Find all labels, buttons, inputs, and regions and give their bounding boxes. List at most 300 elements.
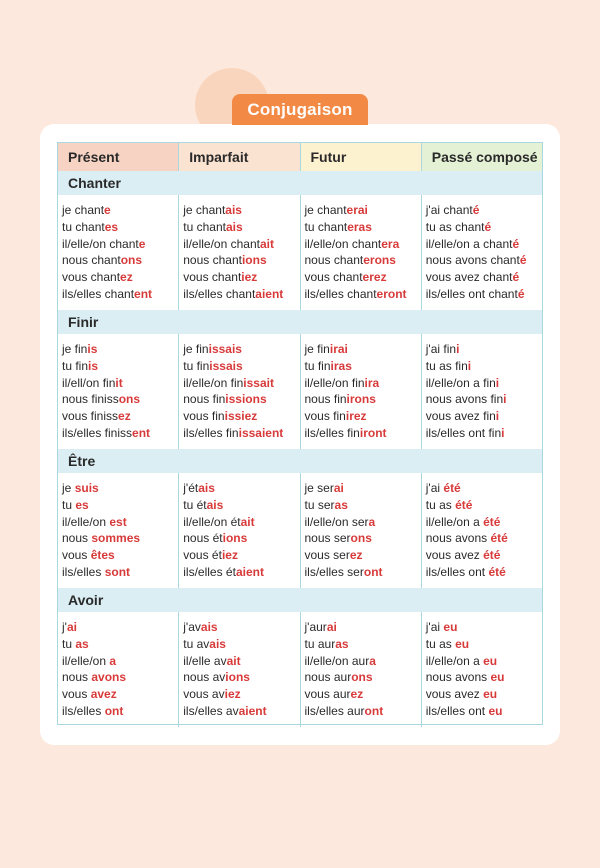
conjugation-ending: iez <box>241 270 258 285</box>
conjugation-ending: iez <box>224 687 241 702</box>
conjugation-line <box>426 286 542 303</box>
conjugation-line <box>305 236 421 253</box>
conjugation-stem: vous fin <box>183 409 225 424</box>
conjugation-stem: tu fin <box>62 358 89 373</box>
conjugation-stem: je <box>62 481 75 495</box>
conjugation-ending: aient <box>238 703 267 718</box>
conjugation-line <box>62 269 178 286</box>
header-passe-compose: Passé composé <box>421 143 542 171</box>
conjugation-line <box>62 497 178 514</box>
conjugation-cell-passe-compose <box>421 334 542 449</box>
conjugation-stem: ils/elles av <box>183 703 239 718</box>
conjugation-ending: avons <box>91 670 127 685</box>
conjugation-line <box>426 497 542 514</box>
conjugation-stem: j'ai fin <box>425 342 457 356</box>
conjugation-cell-futur <box>300 473 421 588</box>
conjugation-ending: i <box>495 409 500 424</box>
conjugation-cell-passe-compose <box>421 473 542 588</box>
conjugation-stem: nous aur <box>304 670 352 685</box>
conjugation-ending: eras <box>347 219 372 234</box>
conjugation-ending: is <box>88 358 99 373</box>
conjugation-line <box>305 530 421 547</box>
conjugation-ending: ez <box>350 687 364 702</box>
conjugation-ending: êtes <box>90 548 115 563</box>
conjugation-line <box>183 653 299 670</box>
conjugation-stem: je chant <box>304 203 347 217</box>
conjugation-ending: ez <box>118 409 131 424</box>
conjugation-stem: vous chant <box>304 270 363 285</box>
conjugation-line <box>62 703 178 720</box>
conjugation-ending: été <box>483 514 501 529</box>
conjugation-stem: vous avez <box>425 548 484 563</box>
conjugation-stem: j'ét <box>183 481 199 495</box>
conjugation-ending: é <box>484 219 492 234</box>
conjugation-line <box>305 669 421 686</box>
verb-heading: Avoir <box>58 588 542 612</box>
conjugation-line <box>305 286 421 303</box>
conjugation-stem: il/elle/on <box>62 653 110 668</box>
conjugation-stem: j'ai <box>425 620 444 634</box>
conjugation-ending: irai <box>329 342 348 356</box>
conjugation-stem: il/ell/on fin <box>62 375 116 390</box>
conjugation-stem: vous avez <box>425 687 484 702</box>
conjugation-stem: vous fin <box>304 409 346 424</box>
conjugation-stem: vous avez chant <box>425 270 513 285</box>
conjugation-stem: j' <box>62 620 67 634</box>
conjugation-line <box>305 341 421 358</box>
conjugation-ending: i <box>503 392 507 407</box>
conjugation-ending: ais <box>225 203 242 217</box>
conjugation-line <box>426 408 542 425</box>
conjugation-line <box>62 669 178 686</box>
conjugation-line <box>426 202 542 219</box>
conjugation-stem: ils/elles ont <box>425 564 489 579</box>
conjugation-stem: vous chant <box>62 270 121 285</box>
conjugation-ending: ait <box>240 514 255 529</box>
conjugation-line <box>426 669 542 686</box>
conjugation-table <box>57 142 543 725</box>
conjugation-cell-imparfait <box>178 334 299 449</box>
conjugation-ending: é <box>472 203 480 217</box>
conjugation-line <box>183 564 299 581</box>
conjugation-line <box>62 375 178 392</box>
conjugation-line <box>305 547 421 564</box>
conjugation-line <box>62 480 178 497</box>
conjugation-ending: irons <box>346 392 376 407</box>
conjugation-ending: it <box>115 375 123 390</box>
conjugation-ending: ent <box>134 286 153 301</box>
conjugation-line <box>62 252 178 269</box>
conjugation-stem: ils/elles chant <box>62 286 135 301</box>
conjugation-cell-present <box>58 612 178 727</box>
conjugation-ending: a <box>369 653 376 668</box>
conjugation-line <box>426 375 542 392</box>
conjugation-ending: été <box>490 531 508 546</box>
conjugation-ending: ais <box>209 636 226 651</box>
conjugation-cell-passe-compose <box>421 612 542 727</box>
conjugation-line <box>305 653 421 670</box>
conjugation-line <box>305 202 421 219</box>
conjugation-line <box>183 530 299 547</box>
conjugation-line <box>426 341 542 358</box>
conjugation-line <box>305 636 421 653</box>
conjugation-stem: il/elle/on a <box>425 514 484 529</box>
conjugation-ending: as <box>335 636 349 651</box>
conjugation-line <box>62 653 178 670</box>
conjugation-ending: é <box>512 270 520 285</box>
conjugation-ending: aient <box>235 564 264 579</box>
conjugation-stem: ils/elles ont chant <box>425 286 518 301</box>
conjugation-stem: tu <box>62 636 76 651</box>
conjugation-ending: a <box>109 653 117 668</box>
conjugation-line <box>426 236 542 253</box>
conjugation-ending: iez <box>221 548 238 563</box>
conjugation-line <box>426 269 542 286</box>
conjugation-line <box>183 497 299 514</box>
verb-sections <box>58 171 542 727</box>
conjugation-stem: vous finiss <box>62 409 119 424</box>
conjugation-line <box>62 202 178 219</box>
conjugation-ending: es <box>104 219 119 234</box>
conjugation-line <box>426 219 542 236</box>
header-imparfait: Imparfait <box>178 143 299 171</box>
conjugation-line <box>305 703 421 720</box>
verb-heading: Être <box>58 449 542 473</box>
conjugation-cell-futur <box>300 195 421 310</box>
conjugation-ending: erez <box>362 270 387 285</box>
conjugation-ending: eu <box>483 687 498 702</box>
conjugation-line <box>183 375 299 392</box>
conjugation-ending: ons <box>351 670 373 685</box>
conjugation-ending: ai <box>333 481 344 495</box>
conjugation-ending: eu <box>443 620 458 634</box>
conjugation-line <box>62 514 178 531</box>
conjugation-stem: nous chant <box>304 253 364 268</box>
conjugation-line <box>183 669 299 686</box>
conjugation-ending: é <box>519 253 527 268</box>
conjugation-ending: e <box>138 236 146 251</box>
conjugation-stem: tu ét <box>183 497 207 512</box>
conjugation-stem: il/elle/on ét <box>183 514 241 529</box>
conjugation-stem: tu aur <box>304 636 336 651</box>
conjugation-ending: ions <box>241 253 267 268</box>
conjugation-line <box>426 391 542 408</box>
conjugation-ending: issais <box>208 342 242 356</box>
conjugation-stem: tu as <box>425 497 456 512</box>
conjugation-ending: ons <box>350 531 372 546</box>
conjugation-line <box>426 703 542 720</box>
conjugation-line <box>426 530 542 547</box>
conjugation-line <box>305 514 421 531</box>
conjugation-stem: ils/elles ser <box>304 564 364 579</box>
conjugation-ending: ais <box>225 219 243 234</box>
conjugation-ending: issiez <box>224 409 258 424</box>
conjugation-cell-present <box>58 334 178 449</box>
conjugation-stem: ils/elles <box>62 564 105 579</box>
conjugation-ending: été <box>455 497 473 512</box>
conjugation-ending: ont <box>104 703 124 718</box>
conjugation-stem: vous av <box>183 687 225 702</box>
conjugation-ending: ez <box>349 548 363 563</box>
conjugation-line <box>426 480 542 497</box>
conjugation-ending: i <box>467 358 472 373</box>
verb-heading: Finir <box>58 310 542 334</box>
conjugation-ending: ions <box>225 670 250 685</box>
conjugation-stem: tu av <box>183 636 210 651</box>
conjugation-ending: eu <box>455 636 470 651</box>
conjugation-line <box>183 480 299 497</box>
conjugation-line <box>183 703 299 720</box>
conjugation-line <box>62 636 178 653</box>
conjugation-stem: nous fin <box>183 392 226 407</box>
conjugation-stem: il/elle/on a chant <box>425 236 513 251</box>
conjugation-stem: il/elle/on chant <box>62 236 139 251</box>
conjugation-cell-present <box>58 473 178 588</box>
conjugation-stem: nous fin <box>304 392 347 407</box>
conjugation-line <box>426 686 542 703</box>
conjugation-cell-imparfait <box>178 473 299 588</box>
conjugation-ending: ais <box>200 620 218 634</box>
conjugation-stem: vous <box>62 687 91 702</box>
conjugation-line <box>426 653 542 670</box>
conjugation-ending: iront <box>359 425 387 440</box>
conjugation-line <box>183 636 299 653</box>
conjugation-line <box>62 547 178 564</box>
conjugation-stem: j'ai chant <box>425 203 473 217</box>
conjugation-ending: é <box>517 286 525 301</box>
conjugation-line <box>305 497 421 514</box>
conjugation-stem: tu ser <box>304 497 335 512</box>
conjugation-stem: j'av <box>183 620 201 634</box>
conjugation-ending: sommes <box>91 531 141 546</box>
conjugation-stem: nous chant <box>183 253 242 268</box>
conjugation-stem: j'ai <box>425 481 444 495</box>
conjugation-stem: nous av <box>183 670 226 685</box>
conjugation-stem: il/elle/on a fin <box>425 375 496 390</box>
conjugation-ending: avez <box>90 687 117 702</box>
conjugation-line <box>305 375 421 392</box>
conjugation-stem: ils/elles ét <box>183 564 236 579</box>
verb-conjugation-row <box>58 612 542 727</box>
conjugation-line <box>183 219 299 236</box>
conjugation-line <box>305 425 421 442</box>
conjugation-cell-imparfait <box>178 195 299 310</box>
conjugation-line <box>305 391 421 408</box>
conjugation-stem: ils/elles finiss <box>62 425 133 440</box>
conjugation-line <box>183 341 299 358</box>
conjugation-stem: tu <box>62 497 76 512</box>
conjugation-line <box>426 514 542 531</box>
conjugation-ending: eu <box>490 670 505 685</box>
conjugation-line <box>62 391 178 408</box>
conjugation-cell-imparfait <box>178 612 299 727</box>
conjugation-line <box>305 619 421 636</box>
conjugation-stem: tu fin <box>304 358 331 373</box>
conjugation-ending: is <box>87 342 98 356</box>
conjugation-stem: vous aur <box>304 687 351 702</box>
conjugation-line <box>305 564 421 581</box>
conjugation-line <box>183 547 299 564</box>
conjugation-cell-futur <box>300 334 421 449</box>
conjugation-stem: il/elle/on <box>62 514 110 529</box>
conjugation-ending: ait <box>226 653 241 668</box>
conjugation-stem: vous ser <box>304 548 350 563</box>
conjugation-stem: nous <box>62 670 92 685</box>
conjugation-ending: ais <box>206 497 224 512</box>
conjugation-line <box>62 408 178 425</box>
conjugation-ending: es <box>75 497 89 512</box>
conjugation-ending: ons <box>118 392 141 407</box>
conjugation-ending: ait <box>259 236 274 251</box>
conjugation-ending: eu <box>483 653 498 668</box>
conjugation-line <box>62 219 178 236</box>
conjugation-line <box>62 236 178 253</box>
conjugation-line <box>305 480 421 497</box>
conjugation-ending: irez <box>345 409 367 424</box>
conjugation-line <box>183 408 299 425</box>
conjugation-line <box>183 619 299 636</box>
conjugation-ending: issaient <box>238 425 284 440</box>
conjugation-stem: tu fin <box>183 358 210 373</box>
conjugation-stem: je chant <box>183 203 226 217</box>
header-futur: Futur <box>300 143 421 171</box>
conjugation-line <box>62 341 178 358</box>
conjugation-stem: nous ét <box>183 531 223 546</box>
conjugation-line <box>183 391 299 408</box>
conjugation-ending: e <box>104 203 111 217</box>
conjugation-ending: eront <box>376 286 407 301</box>
conjugation-cell-passe-compose <box>421 195 542 310</box>
conjugation-ending: ions <box>222 531 248 546</box>
conjugation-stem: nous avons fin <box>425 392 504 407</box>
verb-conjugation-row <box>58 473 542 588</box>
conjugation-line <box>183 425 299 442</box>
conjugation-line <box>305 358 421 375</box>
conjugation-stem: ils/elles aur <box>304 703 365 718</box>
conjugation-stem: je chant <box>62 203 105 217</box>
conjugation-stem: il/elle/on chant <box>304 236 382 251</box>
conjugation-line <box>62 530 178 547</box>
conjugation-stem: il/elle/on a <box>425 653 484 668</box>
conjugation-stem: nous avons <box>425 531 491 546</box>
verb-conjugation-row <box>58 334 542 449</box>
conjugation-ending: ez <box>120 270 133 285</box>
conjugation-line <box>426 619 542 636</box>
conjugation-ending: as <box>75 636 89 651</box>
conjugation-ending: été <box>443 481 461 495</box>
conjugation-line <box>62 619 178 636</box>
conjugation-stem: ils/elles <box>62 703 105 718</box>
conjugation-line <box>305 686 421 703</box>
conjugation-ending: ira <box>364 375 380 390</box>
conjugation-ending: ais <box>198 481 215 495</box>
conjugation-stem: il/elle/on aur <box>304 653 370 668</box>
conjugation-line <box>183 202 299 219</box>
conjugation-ending: erons <box>363 253 396 268</box>
conjugation-ending: iras <box>330 358 352 373</box>
conjugation-line <box>305 269 421 286</box>
conjugation-ending: ai <box>326 620 337 634</box>
conjugation-stem: il/elle av <box>183 653 227 668</box>
conjugation-line <box>183 358 299 375</box>
conjugation-ending: issions <box>225 392 267 407</box>
conjugation-stem: tu as fin <box>425 358 468 373</box>
conjugation-stem: tu chant <box>62 219 105 234</box>
conjugation-stem: nous <box>62 531 92 546</box>
conjugation-ending: a <box>368 514 376 529</box>
conjugation-line <box>62 564 178 581</box>
conjugation-line <box>62 358 178 375</box>
conjugation-stem: je fin <box>183 342 209 356</box>
conjugation-line <box>183 269 299 286</box>
conjugation-ending: issais <box>209 358 243 373</box>
conjugation-ending: eu <box>488 703 503 718</box>
conjugation-ending: issait <box>243 375 274 390</box>
conjugation-ending: i <box>495 375 500 390</box>
conjugation-stem: tu chant <box>183 219 226 234</box>
conjugation-ending: aient <box>255 286 284 301</box>
conjugation-stem: tu chant <box>304 219 348 234</box>
conjugation-stem: nous avons chant <box>425 253 520 268</box>
conjugation-stem: il/elle/on ser <box>304 514 369 529</box>
tense-header-row <box>58 143 542 171</box>
conjugation-line <box>305 219 421 236</box>
conjugation-stem: tu as <box>425 636 456 651</box>
conjugation-stem: je fin <box>62 342 88 356</box>
conjugation-stem: il/elle/on chant <box>183 236 260 251</box>
conjugation-cell-present <box>58 195 178 310</box>
conjugation-stem: ils/elles chant <box>183 286 256 301</box>
conjugation-line <box>183 236 299 253</box>
conjugation-stem: nous finiss <box>62 392 119 407</box>
conjugation-line <box>426 636 542 653</box>
conjugation-ending: ons <box>120 253 143 268</box>
conjugation-line <box>426 547 542 564</box>
verb-conjugation-row <box>58 195 542 310</box>
conjugation-line <box>62 286 178 303</box>
conjugation-line <box>183 514 299 531</box>
conjugation-line <box>426 358 542 375</box>
conjugation-stem: je fin <box>304 342 330 356</box>
conjugation-ending: erai <box>346 203 368 217</box>
conjugation-stem: ils/elles fin <box>183 425 239 440</box>
conjugation-ending: é <box>512 236 520 251</box>
conjugation-stem: ils/elles fin <box>304 425 360 440</box>
conjugation-stem: nous avons <box>425 670 491 685</box>
conjugation-stem: vous ét <box>183 548 222 563</box>
conjugation-stem: ils/elles chant <box>304 286 377 301</box>
conjugation-stem: ils/elles ont <box>425 703 489 718</box>
conjugation-line <box>62 686 178 703</box>
conjugation-stem: vous avez fin <box>425 409 496 424</box>
conjugation-stem: ils/elles ont fin <box>425 425 502 440</box>
conjugation-stem: j'aur <box>304 620 327 634</box>
verb-heading: Chanter <box>58 171 542 195</box>
conjugation-ending: era <box>381 236 400 251</box>
conjugation-line <box>426 252 542 269</box>
conjugation-ending: i <box>456 342 460 356</box>
conjugation-stem: nous ser <box>304 531 351 546</box>
conjugation-stem: il/elle/on fin <box>304 375 365 390</box>
conjugation-ending: est <box>109 514 127 529</box>
conjugation-line <box>62 425 178 442</box>
conjugation-stem: tu as chant <box>425 219 485 234</box>
conjugation-line <box>305 252 421 269</box>
conjugation-ending: as <box>334 497 348 512</box>
conjugation-line <box>183 686 299 703</box>
conjugation-ending: i <box>501 425 505 440</box>
conjugation-line <box>426 564 542 581</box>
